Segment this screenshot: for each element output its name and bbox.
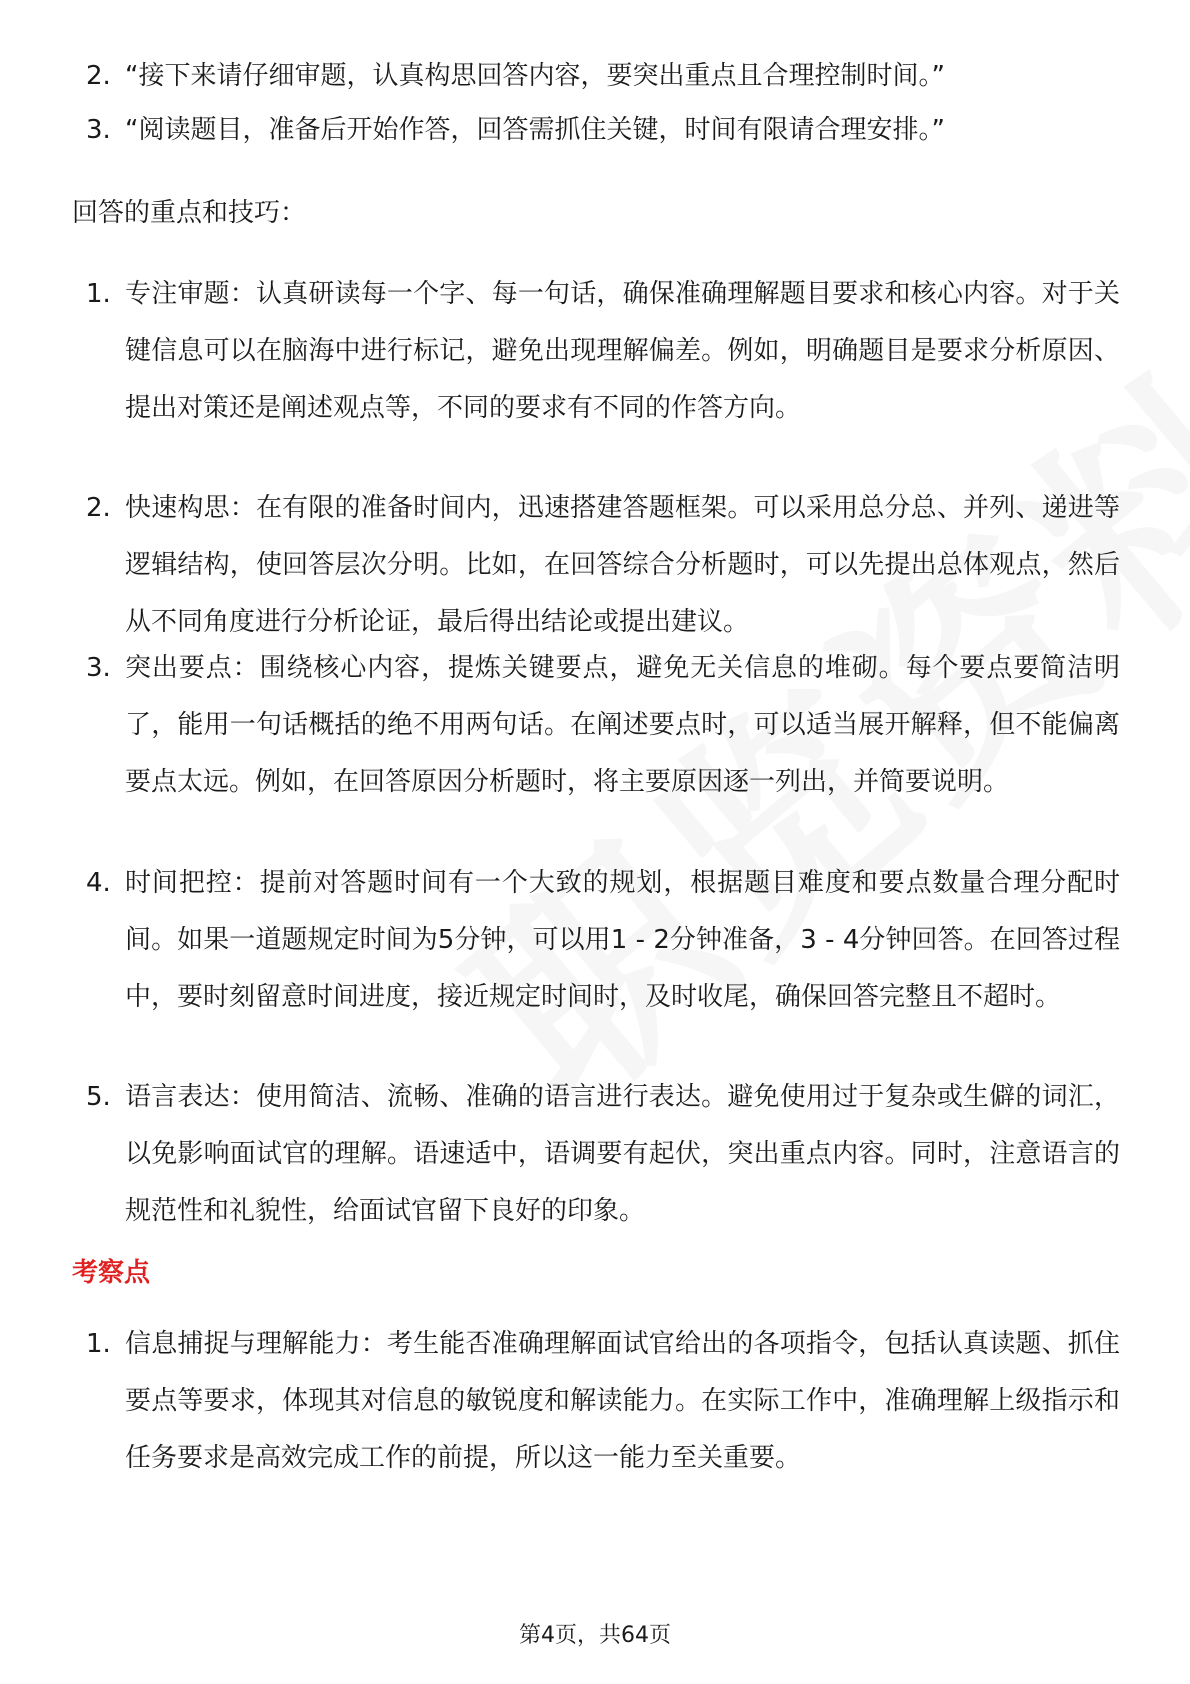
list-number: 4. <box>86 868 111 898</box>
list-item <box>72 102 1120 159</box>
list-number: 3. <box>86 653 111 683</box>
list-text: 突出要点：围绕核心内容，提炼关键要点，避免无关信息的堆砌。每个要点要简洁明了，能用一句话概括的绝不用两句话。在阐述要点时，可以适当展开解释，但不能偏离要点太远。例如，在回答原因分析题时，将主要原因逐一列出，并简要说明。 <box>125 653 1120 797</box>
list-item <box>72 855 1120 1026</box>
list-text: 语言表达：使用简洁、流畅、准确的语言进行表达。避免使用过于复杂或生僻的词汇，以免影响面试官的理解。语速适中，语调要有起伏，突出重点内容。同时，注意语言的规范性和礼貌性，给面试官留下良好的印象。 <box>125 1082 1120 1226</box>
list-number: 3. <box>86 115 111 145</box>
tips-heading: 回答的重点和技巧： <box>72 198 307 228</box>
section-heading: 考察点 <box>72 1258 151 1288</box>
list-text: 信息捕捉与理解能力：考生能否准确理解面试官给出的各项指令，包括认真读题、抓住要点等要求，体现其对信息的敏锐度和解读能力。在实际工作中，准确理解上级指示和任务要求是高效完成工作的前提，所以这一能力至关重要。 <box>125 1329 1120 1473</box>
list-item <box>72 1069 1120 1240</box>
list-text: 时间把控：提前对答题时间有一个大致的规划，根据题目难度和要点数量合理分配时间。如果一道题规定时间为5分钟，可以用1 - 2分钟准备，3 - 4分钟回答。在回答过程中，要时刻留意时间进度，接近规定时间时，及时收尾，确保回答完整且不超时。 <box>125 868 1120 1012</box>
list-number: 1. <box>86 1329 111 1359</box>
list-number: 1. <box>86 279 111 309</box>
list-item <box>72 266 1120 437</box>
list-item <box>72 480 1120 651</box>
list-item <box>72 48 1120 105</box>
page-footer: 第4页，共64页 <box>519 1623 671 1648</box>
list-text: “接下来请仔细审题，认真构思回答内容，要突出重点且合理控制时间。” <box>125 61 945 91</box>
list-item <box>72 640 1120 811</box>
list-number: 2. <box>86 61 111 91</box>
list-text: 专注审题：认真研读每一个字、每一句话，确保准确理解题目要求和核心内容。对于关键信息可以在脑海中进行标记，避免出现理解偏差。例如，明确题目是要求分析原因、提出对策还是阐述观点等，不同的要求有不同的作答方向。 <box>125 279 1120 423</box>
list-number: 5. <box>86 1082 111 1112</box>
list-text: 快速构思：在有限的准备时间内，迅速搭建答题框架。可以采用总分总、并列、递进等逻辑结构，使回答层次分明。比如，在回答综合分析题时，可以先提出总体观点，然后从不同角度进行分析论证，最后得出结论或提出建议。 <box>125 493 1120 637</box>
list-item <box>72 1316 1120 1487</box>
list-text: “阅读题目，准备后开始作答，回答需抓住关键，时间有限请合理安排。” <box>125 115 945 145</box>
list-number: 2. <box>86 493 111 523</box>
